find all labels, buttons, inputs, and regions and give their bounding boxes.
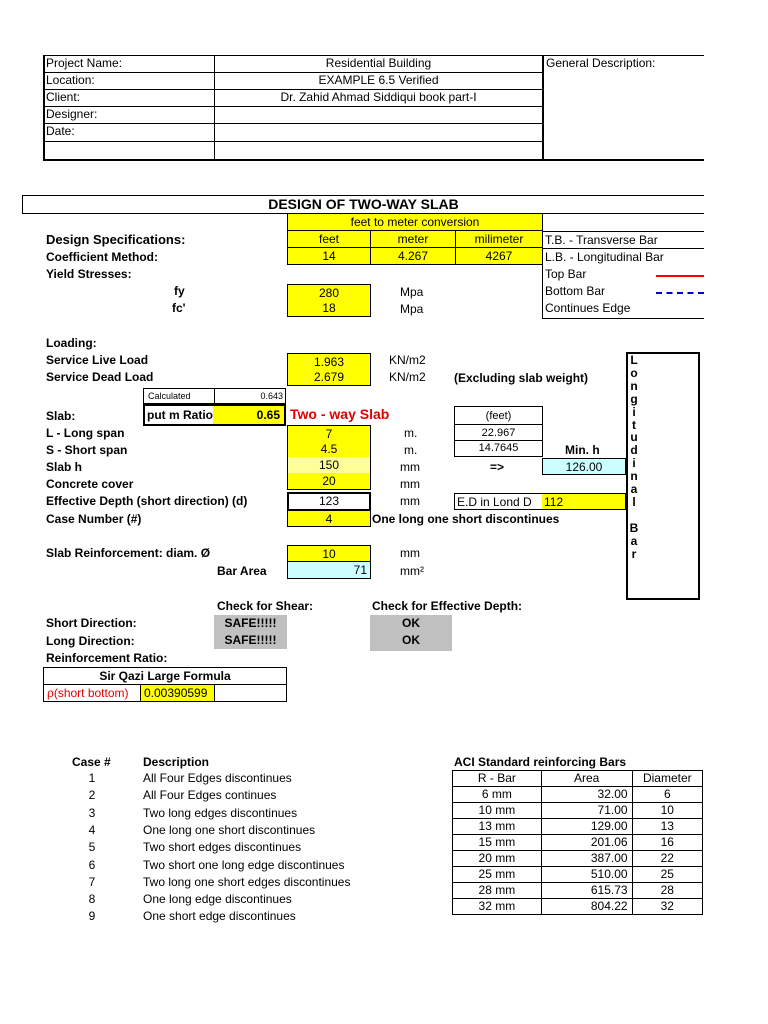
case-col-header: Case # [72, 755, 111, 769]
fc-label: fc' [172, 301, 186, 315]
effective-depth-value: 123 [287, 492, 371, 511]
shear-check-header: Check for Shear: [217, 599, 314, 613]
m-ratio-input[interactable]: 0.65 [213, 404, 286, 426]
aci-cell-area: 129.00 [541, 819, 632, 835]
vertical-letter: g [630, 391, 638, 406]
aci-cell-dia: 10 [632, 803, 702, 819]
long-span-label: L - Long span [46, 426, 125, 440]
slab-label: Slab: [46, 409, 76, 423]
short-direction-label: Short Direction: [46, 616, 137, 630]
ed-long-value: 112 [542, 493, 626, 510]
aci-table-title: ACI Standard reinforcing Bars [454, 755, 627, 769]
vertical-letter: i [632, 404, 636, 419]
excluding-note: (Excluding slab weight) [454, 371, 589, 385]
reinforcement-ratio-label: Reinforcement Ratio: [46, 651, 168, 665]
client-label: Client: [46, 90, 81, 104]
case-number: 3 [88, 805, 96, 820]
rho-label: ρ(short bottom) [43, 684, 141, 702]
ed-long-label: E.D in Lond D [454, 493, 543, 510]
long-span-input[interactable]: 7 [287, 425, 371, 442]
aci-cell-area: 71.00 [541, 803, 632, 819]
case-number: 7 [88, 874, 96, 889]
effective-depth-label: Effective Depth (short direction) (d) [46, 494, 248, 508]
long-span-unit: m. [404, 426, 418, 440]
case-description: One short edge discontinues [143, 909, 296, 924]
project-name-value[interactable]: Residential Building [325, 56, 432, 70]
legend-transverse: T.B. - Transverse Bar [545, 233, 658, 247]
case-number: 2 [88, 788, 96, 803]
legend-continues-edge: Continues Edge [545, 301, 631, 315]
table-row [453, 803, 703, 819]
aci-cell-bar: 32 mm [453, 899, 542, 915]
dead-load-label: Service Dead Load [46, 370, 154, 384]
table-row [453, 835, 703, 851]
short-span-input[interactable]: 4.5 [287, 441, 371, 458]
case-description: All Four Edges discontinues [143, 771, 292, 785]
aci-bars-table [452, 770, 703, 915]
aci-cell-bar: 6 mm [453, 787, 542, 803]
long-shear-status: SAFE!!!!! [214, 632, 287, 649]
case-description: Two short one long edge discontinues [143, 857, 345, 872]
table-row [453, 883, 703, 899]
long-direction-label: Long Direction: [46, 634, 135, 648]
case-description: One long one short discontinues [143, 822, 316, 837]
rho-blank-cell [214, 684, 287, 702]
aci-cell-bar: 10 mm [453, 803, 542, 819]
formula-header: Sir Qazi Large Formula [43, 667, 287, 685]
coefficient-method-label: Coefficient Method: [46, 250, 158, 264]
case-number: 9 [88, 909, 96, 924]
short-span-unit: m. [404, 443, 418, 457]
vertical-letter: a [630, 482, 638, 497]
aci-col-diameter: Diameter [632, 771, 702, 787]
location-value[interactable]: EXAMPLE 6.5 Verified [318, 73, 439, 87]
case-description: Two short edges discontinues [143, 840, 302, 855]
fy-label: fy [174, 284, 185, 298]
fy-input[interactable]: 280 [287, 284, 371, 301]
aci-cell-bar: 15 mm [453, 835, 542, 851]
case-number: 4 [88, 822, 96, 837]
yield-stresses-label: Yield Stresses: [46, 267, 132, 281]
conversion-feet-input[interactable]: 14 [287, 248, 371, 265]
bar-area-value: 71 [287, 562, 371, 579]
aci-cell-dia: 6 [632, 787, 702, 803]
table-row [453, 787, 703, 803]
short-shear-status: SAFE!!!!! [214, 615, 287, 632]
bar-diameter-unit: mm [400, 546, 420, 560]
case-description: One long edge discontinues [143, 892, 292, 907]
project-name-label: Project Name: [46, 56, 123, 70]
concrete-cover-unit: mm [400, 477, 420, 491]
vertical-letter: u [630, 430, 638, 445]
table-row [453, 851, 703, 867]
calculated-value: 0.643 [214, 388, 286, 404]
case-description: Two long one short edges discontinues [143, 874, 351, 889]
aci-col-bar: R - Bar [453, 771, 542, 787]
aci-cell-dia: 22 [632, 851, 702, 867]
arrow-glyph: => [490, 460, 505, 474]
case-description: Two long edges discontinues [143, 805, 298, 820]
aci-cell-dia: 16 [632, 835, 702, 851]
depth-check-header: Check for Effective Depth: [372, 599, 523, 613]
page-title: DESIGN OF TWO-WAY SLAB [22, 195, 704, 214]
vertical-letter: t [632, 417, 636, 432]
aci-cell-area: 32.00 [541, 787, 632, 803]
case-number-label: Case Number (#) [46, 512, 142, 526]
legend-longitudinal: L.B. - Longitudinal Bar [545, 250, 664, 264]
vertical-letter: o [630, 365, 638, 380]
bar-area-label: Bar Area [217, 564, 267, 578]
conversion-meter-value[interactable]: 4.267 [370, 248, 456, 265]
vertical-letter: l [632, 494, 636, 509]
fc-input[interactable]: 18 [287, 300, 371, 317]
general-description-label: General Description: [546, 56, 656, 70]
table-row [453, 899, 703, 915]
conversion-mm-value[interactable]: 4267 [455, 248, 543, 265]
reinforcement-diameter-label: Slab Reinforcement: diam. Ø [46, 546, 211, 560]
bar-diameter-input[interactable]: 10 [287, 545, 371, 562]
aci-cell-bar: 25 mm [453, 867, 542, 883]
designer-label: Designer: [46, 107, 98, 121]
legend-top-bar: Top Bar [545, 267, 587, 281]
slab-h-label: Slab h [46, 460, 83, 474]
conversion-header: feet to meter conversion [287, 214, 543, 231]
concrete-cover-label: Concrete cover [46, 477, 134, 491]
longitudinal-bar-vertical-label [626, 352, 700, 600]
short-span-label: S - Short span [46, 443, 128, 457]
live-load-label: Service Live Load [46, 353, 149, 367]
calculated-label: Calculated [143, 388, 215, 404]
aci-cell-area: 387.00 [541, 851, 632, 867]
location-label: Location: [46, 73, 95, 87]
fy-unit: Mpa [400, 285, 424, 299]
case-number: 8 [88, 892, 96, 907]
vertical-letter: r [631, 546, 637, 561]
legend-bottom-bar: Bottom Bar [545, 284, 606, 298]
long-depth-status: OK [370, 632, 452, 651]
feet-header: (feet) [454, 406, 543, 425]
description-col-header: Description [143, 755, 210, 769]
aci-cell-dia: 28 [632, 883, 702, 899]
case-number: 5 [88, 840, 96, 855]
short-span-feet: 14.7645 [454, 440, 543, 457]
aci-cell-dia: 32 [632, 899, 702, 915]
vertical-letter [628, 509, 640, 522]
top-bar-line [656, 275, 704, 277]
concrete-cover-input[interactable]: 20 [287, 473, 371, 490]
case-number-input[interactable]: 4 [287, 510, 371, 527]
case-description: One long one short discontinues [372, 512, 560, 526]
conversion-col-mm: milimeter [455, 231, 543, 248]
case-number: 1 [88, 771, 96, 785]
aci-col-area: Area [541, 771, 632, 787]
vertical-letter: n [630, 469, 638, 484]
table-row [453, 867, 703, 883]
min-h-value: 126.00 [542, 458, 626, 475]
effective-depth-unit: mm [400, 494, 420, 508]
aci-cell-area: 804.22 [541, 899, 632, 915]
aci-cell-bar: 28 mm [453, 883, 542, 899]
aci-cell-area: 510.00 [541, 867, 632, 883]
loading-heading: Loading: [46, 336, 97, 350]
conversion-col-feet: feet [287, 231, 371, 248]
vertical-letter: a [630, 533, 638, 548]
bar-area-unit: mm² [400, 564, 424, 578]
min-h-label: Min. h [565, 443, 600, 457]
slab-type: Two - way Slab [290, 406, 390, 422]
vertical-letter: B [629, 520, 639, 535]
case-description: All Four Edges continues [143, 788, 277, 803]
slab-h-unit: mm [400, 460, 420, 474]
vertical-letter: d [630, 443, 638, 458]
aci-cell-dia: 13 [632, 819, 702, 835]
vertical-letter: i [632, 456, 636, 471]
table-row [453, 819, 703, 835]
live-load-input[interactable]: 1.963 [287, 353, 371, 370]
dead-load-unit: KN/m2 [389, 370, 426, 384]
vertical-letter: n [630, 378, 638, 393]
design-spec-heading: Design Specifications: [46, 232, 186, 247]
fc-unit: Mpa [400, 302, 424, 316]
slab-h-input[interactable]: 150 [287, 457, 371, 474]
conversion-col-meter: meter [370, 231, 456, 248]
date-label: Date: [46, 124, 75, 138]
rho-value: 0.00390599 [140, 684, 215, 702]
aci-cell-area: 615.73 [541, 883, 632, 899]
case-number: 6 [88, 857, 96, 872]
dead-load-input[interactable]: 2.679 [287, 369, 371, 386]
aci-cell-area: 201.06 [541, 835, 632, 851]
m-ratio-label: put m Ratio [143, 404, 215, 426]
aci-cell-dia: 25 [632, 867, 702, 883]
aci-cell-bar: 13 mm [453, 819, 542, 835]
live-load-unit: KN/m2 [389, 353, 426, 367]
long-span-feet: 22.967 [454, 424, 543, 441]
aci-cell-bar: 20 mm [453, 851, 542, 867]
vertical-letter: L [630, 353, 638, 367]
bottom-bar-line [656, 292, 704, 294]
client-value[interactable]: Dr. Zahid Ahmad Siddiqui book part-I [280, 90, 477, 104]
short-depth-status: OK [370, 615, 452, 632]
